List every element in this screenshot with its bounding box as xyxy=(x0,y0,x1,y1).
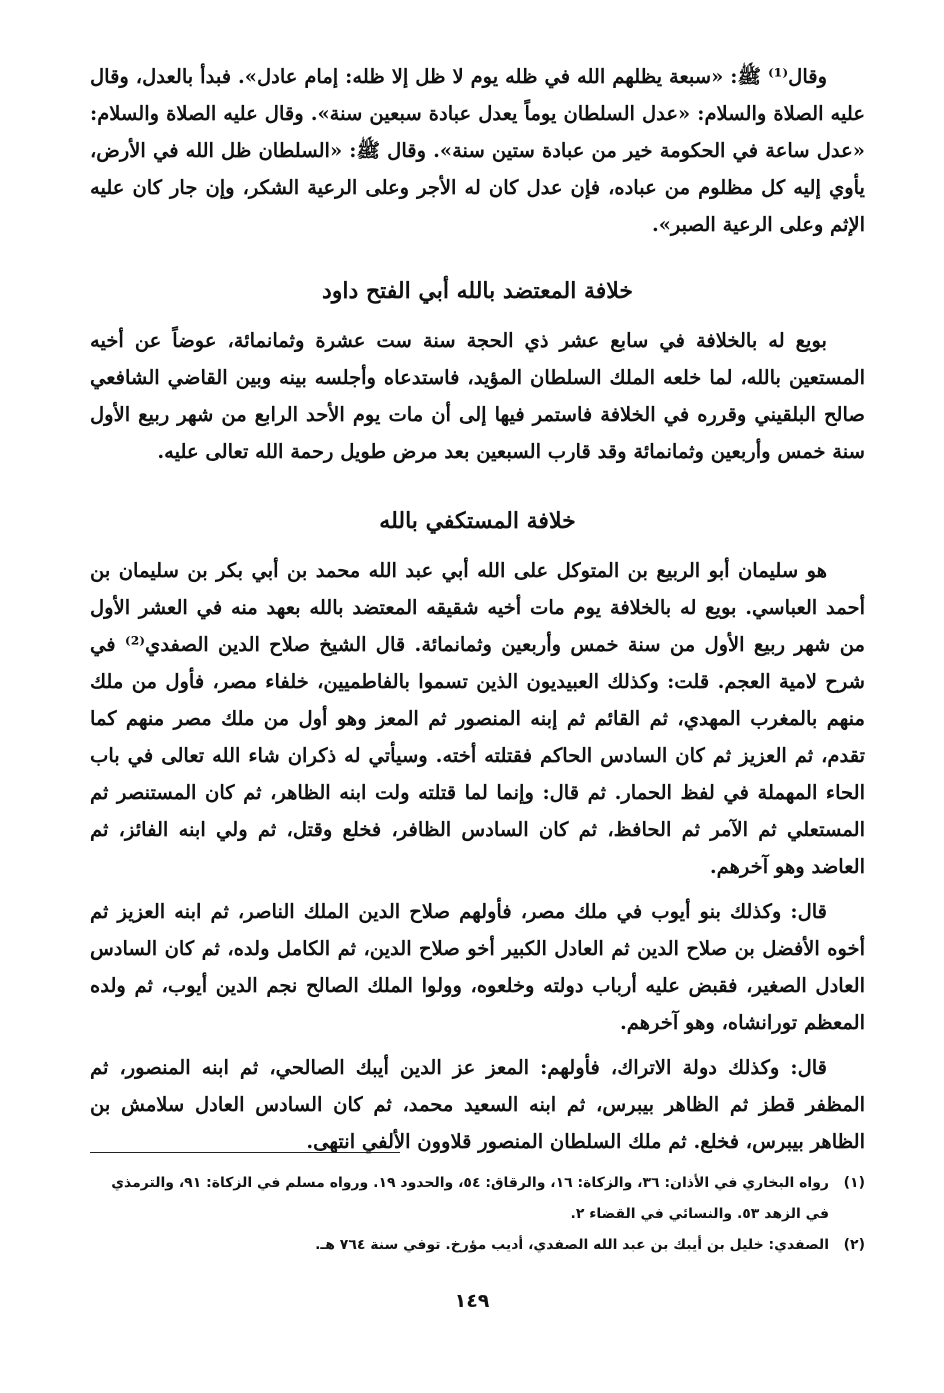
footnote-text: رواه البخاري في الأذان: ٣٦، والزكاة: ١٦، والرقاق: ٥٤، والحدود ١٩. ورواه مسلم في الزكاة: ٩١، والترمذي في الزهد ٥٣. والنسائي في القضاء ٢. xyxy=(111,1175,829,1222)
mustakfi-paragraph-1: هو سليمان أبو الربيع بن المتوكل على الله أبي عبد الله محمد بن أبي بكر بن سليمان بن أحمد العباسي. بويع له بالخلافة يوم مات أخيه شقيقه المعتضد بالله بعهد منه في العشر الأول من شهر ربيع الأول من سنة خمس وأربعين وثمانمائة. قال الشيخ صلاح الدين الصفدي⁽²⁾ في شرح لامية العجم. قلت: وكذلك العبيديون الذين تسموا بالفاطميين، خلفاء مصر، فأول من ملك منهم بالمغرب المهدي، ثم القائم ثم إبنه المنصور ثم المعز وهو أول من ملك مصر منهم كما تقدم، ثم العزيز ثم كان السادس الحاكم فقتلته أخته. وسيأتي له ذكران شاء الله تعالى في باب الحاء المهملة في لفظ الحمار. ثم قال: وإنما لما قتلته ولت ابنه الظاهر، ثم كان المستنصر ثم المستعلي ثم الآمر ثم الحافظ، ثم كان السادس الظافر، فخلع وقتل، ثم ولي ابنه الفائز، ثم العاضد وهو آخرهم. xyxy=(90,559,865,878)
footnote-divider xyxy=(90,1152,400,1153)
footnote-number: (١) xyxy=(843,1175,865,1191)
footnote-number: (٢) xyxy=(843,1237,865,1253)
footnote-1 xyxy=(90,1168,865,1230)
mutadid-paragraph: بويع له بالخلافة في سابع عشر ذي الحجة سنة ست عشرة وثمانمائة، عوضاً عن أخيه المستعين بالله، لما خلعه الملك السلطان المؤيد، فاستدعاه وأجلسه بينه وبين القاضي الشافعي صالح البلقيني وقرره في الخلافة فاستمر فيها إلى أن مات يوم الأحد الرابع من شهر ربيع الأول سنة خمس وأربعين وثمانمائة وقد قارب السبعين بعد مرض طويل رحمة الله تعالى عليه. xyxy=(90,329,865,463)
page-number: ١٤٩ xyxy=(454,1290,490,1312)
section-heading-mustakfi: خلافة المستكفي بالله xyxy=(379,508,576,534)
mustakfi-paragraph-3: قال: وكذلك دولة الاتراك، فأولهم: المعز عز الدين أيبك الصالحي، ثم ابنه المنصور، ثم المظفر قطز ثم الظاهر بيبرس، ثم ابنه السعيد محمد، ثم كان السادس العادل سلامش بن الظاهر بيبرس، فخلع. ثم ملك السلطان المنصور قلاوون الألفي انتهى. xyxy=(90,1056,865,1153)
footnote-text: الصفدي: خليل بن أيبك بن عبد الله الصفدي، أديب مؤرخ. توفي سنة ٧٦٤ هـ. xyxy=(315,1237,829,1253)
intro-paragraph: وقال⁽¹⁾ ﷺ: «سبعة يظلهم الله في ظله يوم لا ظل إلا ظله: إمام عادل». فبدأ بالعدل، وقال عليه الصلاة والسلام: «عدل السلطان يوماً يعدل عبادة سبعين سنة». وقال عليه الصلاة والسلام: «عدل ساعة في الحكومة خير من عبادة ستين سنة». وقال ﷺ: «السلطان ظل الله في الأرض، يأوي إليه كل مظلوم من عباده، فإن عدل كان له الأجر وعلى الرعية الشكر، وإن جار كان عليه الإثم وعلى الرعية الصبر». xyxy=(90,65,865,236)
page-body xyxy=(90,58,865,1160)
mustakfi-paragraph-2: قال: وكذلك بنو أيوب في ملك مصر، فأولهم صلاح الدين الملك الناصر، ثم ابنه العزيز ثم أخوه الأفضل بن صلاح الدين ثم العادل الكبير أخو صلاح الدين، ثم الكامل ولده، ثم كان السادس العادل الصغير، فقبض عليه أرباب دولته وخلعوه، وولوا الملك الصالح نجم الدين أيوب، ثم ولده المعظم تورانشاه، وهو آخرهم. xyxy=(90,900,865,1034)
section-heading-mutadid: خلافة المعتضد بالله أبي الفتح داود xyxy=(321,278,634,304)
footnote-2 xyxy=(90,1230,865,1261)
footnotes xyxy=(90,1168,865,1261)
